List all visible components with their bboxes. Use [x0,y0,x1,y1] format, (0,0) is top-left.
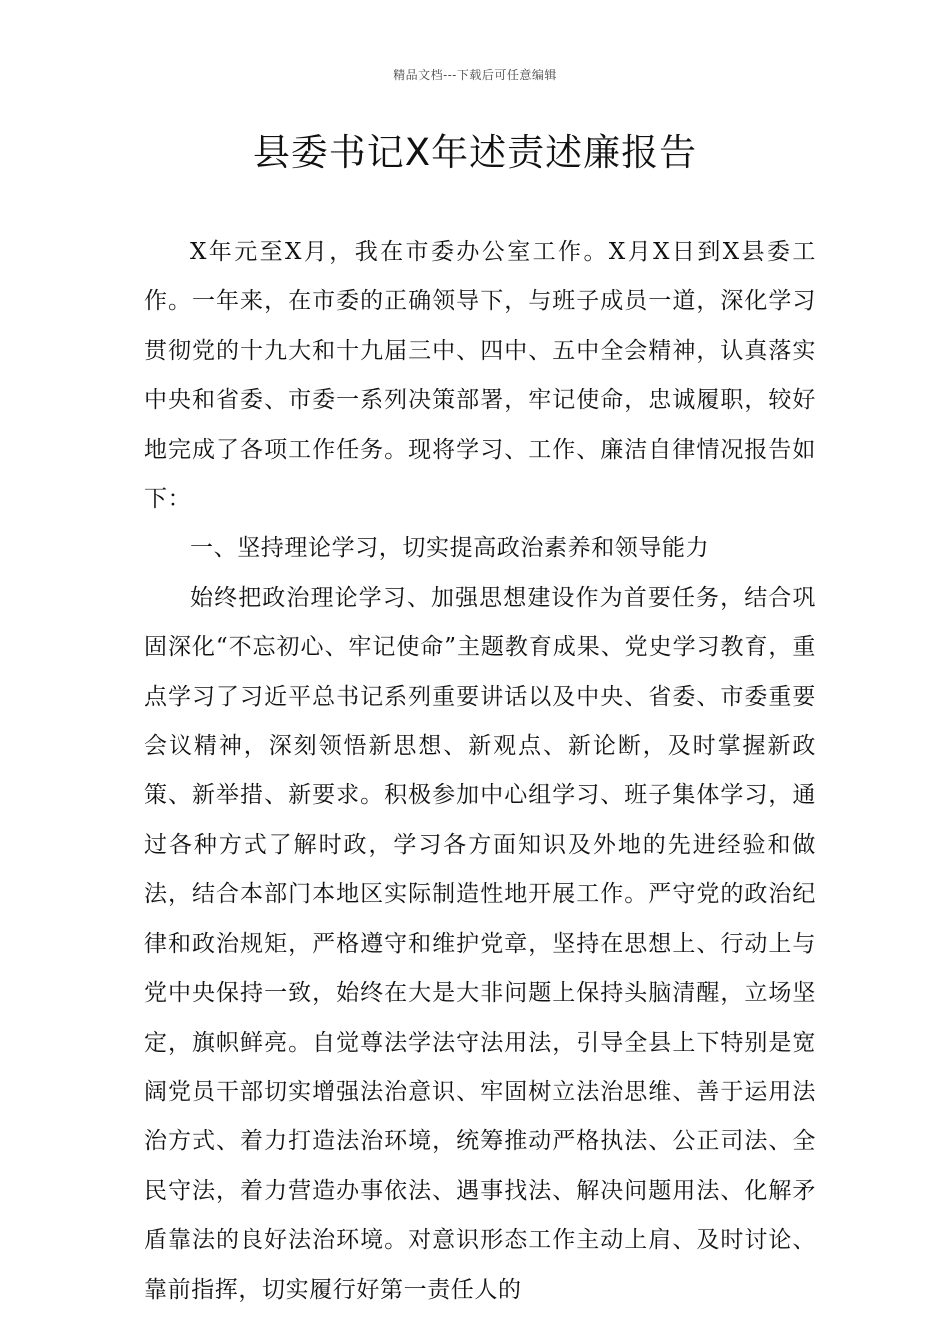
document-title: 县委书记X年述责述廉报告 [252,131,698,174]
paragraph-intro: X年元至X月，我在市委办公室工作。X月X日到X县委工作。一年来，在市委的正确领导下，与班子成员一道，深化学习贯彻党的十九大和十九届三中、四中、五中全会精神，认真落实中央和省委、市委一系列决策部署，牢记使命，忠诚履职，较好地完成了各项工作任务。现将学习、工作、廉洁自律情况报告如下： [144,239,816,513]
header-watermark: 精品文档---下载后可任意编辑 [393,68,557,82]
section-heading-1: 一、坚持理论学习，切实提高政治素养和领导能力 [190,535,710,562]
paragraph-section-1: 始终把政治理论学习、加强思想建设作为首要任务，结合巩固深化“不忘初心、牢记使命”主题教育成果、党史学习教育，重点学习了习近平总书记系列重要讲话以及中央、省委、市委重要会议精神，深刻领悟新思想、新观点、新论断，及时掌握新政策、新举措、新要求。积极参加中心组学习、班子集体学习，通过各种方式了解时政，学习各方面知识及外地的先进经验和做法，结合本部门本地区实际制造性地开展工作。严守党的政治纪律和政治规矩，严格遵守和维护党章，坚持在思想上、行动上与党中央保持一致，始终在大是大非问题上保持头脑清醒，立场坚定，旗帜鲜亮。自觉尊法学法守法用法，引导全县上下特别是宽阔党员干部切实增强法治意识、牢固树立法治思维、善于运用法治方式、着力打造法治环境，统筹推动严格执法、公正司法、全民守法，着力营造办事依法、遇事找法、解决问题用法、化解矛盾靠法的良好法治环境。对意识形态工作主动上肩、及时讨论、靠前指挥，切实履行好第一责任人的 [144,584,816,1303]
document-body [144,228,816,1315]
